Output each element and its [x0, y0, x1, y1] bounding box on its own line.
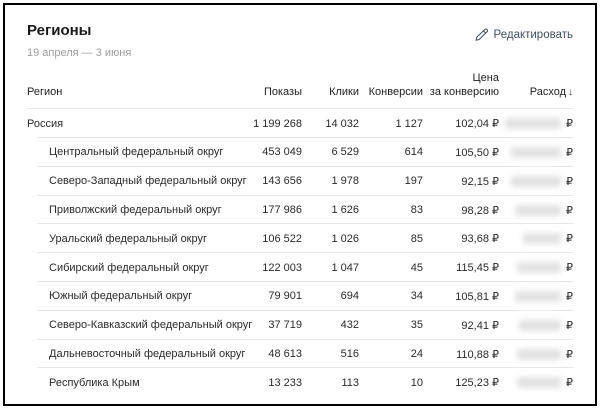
currency-symbol: ₽	[566, 146, 573, 159]
region-cell	[27, 204, 222, 217]
redacted-spend-value	[515, 291, 561, 302]
cpa-cell: 102,04 ₽	[455, 118, 499, 131]
impressions-cell: 13 233	[268, 376, 302, 389]
table-row[interactable]	[27, 311, 573, 340]
impressions-cell: 106 522	[262, 232, 302, 245]
impressions-cell: 453 049	[262, 146, 302, 159]
edit-button-label: Редактировать	[493, 28, 573, 41]
region-cell	[27, 146, 224, 159]
cpa-cell: 98,28 ₽	[461, 204, 499, 217]
region-name: Приволжский федеральный округ	[49, 204, 222, 217]
cpa-cell: 105,50 ₽	[455, 146, 499, 159]
region-cell	[27, 290, 216, 302]
currency-symbol: ₽	[566, 118, 573, 131]
redacted-spend-value	[519, 320, 561, 331]
currency-symbol: ₽	[566, 319, 573, 332]
region-cell	[27, 348, 246, 361]
table-row[interactable]	[27, 253, 573, 282]
table-body	[27, 109, 573, 397]
conversions-cell: 45	[410, 261, 423, 274]
region-cell	[27, 118, 216, 130]
conversions-cell: 83	[410, 204, 423, 217]
cpa-cell: 92,15 ₽	[461, 175, 499, 188]
conversions-cell: 10	[410, 376, 423, 389]
impressions-cell: 122 003	[262, 261, 302, 274]
table-header-row	[27, 72, 573, 110]
table-row[interactable]	[27, 196, 573, 225]
region-name: Республика Крым	[49, 376, 140, 389]
currency-symbol: ₽	[566, 290, 573, 303]
sort-desc-icon: ↓	[568, 86, 573, 98]
currency-symbol: ₽	[566, 348, 573, 361]
table-row[interactable]	[27, 138, 573, 167]
region-name: Уральский федеральный округ	[49, 232, 208, 245]
region-name: Северо-Западный федеральный округ	[49, 175, 247, 188]
redacted-spend-value	[511, 176, 561, 187]
clicks-cell: 1 626	[331, 204, 359, 217]
redacted-spend-value	[505, 118, 561, 129]
region-name: Северо-Кавказский федеральный округ	[49, 319, 253, 332]
spend-cell	[499, 376, 573, 389]
redacted-spend-value	[515, 205, 561, 216]
region-name: Дальневосточный федеральный округ	[49, 348, 246, 361]
spend-cell	[499, 204, 573, 217]
edit-button[interactable]	[475, 28, 573, 41]
conversions-cell: 35	[410, 319, 423, 332]
clicks-cell: 1 047	[331, 261, 359, 274]
region-cell	[27, 319, 253, 332]
card-header	[27, 5, 573, 59]
table-row[interactable]	[27, 109, 573, 138]
currency-symbol: ₽	[566, 233, 573, 246]
col-header-impressions[interactable]: Показы	[263, 85, 302, 98]
table-row[interactable]	[27, 340, 573, 369]
conversions-cell: 24	[410, 348, 423, 361]
cpa-cell: 125,23 ₽	[455, 377, 499, 390]
region-name: Россия	[27, 117, 64, 130]
pencil-icon	[475, 28, 488, 41]
clicks-cell: 1 026	[331, 232, 359, 245]
page-title: Регионы	[27, 22, 92, 39]
currency-symbol: ₽	[566, 377, 573, 390]
spend-cell	[499, 319, 573, 332]
impressions-cell: 1 199 268	[253, 117, 302, 130]
clicks-cell: 694	[340, 290, 359, 303]
spend-cell	[499, 261, 573, 274]
region-cell	[27, 377, 216, 389]
redacted-spend-value	[517, 349, 561, 360]
impressions-cell: 37 719	[268, 319, 302, 332]
region-cell	[27, 233, 216, 245]
date-range: 19 апреля — 3 июня	[27, 46, 132, 59]
col-header-clicks[interactable]: Клики	[329, 85, 359, 98]
redacted-spend-value	[511, 147, 561, 158]
conversions-cell: 197	[404, 175, 423, 188]
region-cell	[27, 262, 216, 274]
clicks-cell: 432	[340, 319, 359, 332]
spend-cell	[499, 175, 573, 188]
cpa-cell: 110,88 ₽	[456, 348, 499, 361]
conversions-cell: 85	[410, 232, 423, 245]
impressions-cell: 48 613	[268, 348, 302, 361]
conversions-cell: 34	[410, 290, 423, 303]
clicks-cell: 6 529	[331, 146, 359, 159]
clicks-cell: 1 978	[331, 175, 359, 188]
cpa-cell: 105,81 ₽	[455, 290, 499, 303]
col-header-cpa[interactable]: Цена за конверсию	[429, 71, 499, 98]
clicks-cell: 113	[341, 376, 359, 389]
redacted-spend-value	[517, 262, 561, 273]
report-card	[3, 3, 597, 406]
spend-cell	[499, 348, 573, 361]
conversions-cell: 1 127	[395, 117, 423, 130]
currency-symbol: ₽	[566, 262, 573, 275]
currency-symbol: ₽	[566, 204, 573, 217]
impressions-cell: 177 986	[262, 204, 302, 217]
region-cell	[27, 175, 247, 188]
region-name: Сибирский федеральный округ	[49, 261, 209, 274]
spend-cell	[499, 290, 573, 303]
table-row[interactable]	[27, 167, 573, 196]
cpa-cell: 93,68 ₽	[461, 233, 499, 246]
redacted-spend-value	[517, 377, 561, 388]
col-header-conversions[interactable]: Конверсии	[368, 85, 423, 98]
currency-symbol: ₽	[566, 175, 573, 188]
col-header-region[interactable]: Регион	[27, 85, 63, 98]
impressions-cell: 79 901	[268, 290, 302, 303]
card-titles	[27, 22, 131, 59]
clicks-cell: 14 032	[325, 117, 359, 130]
cpa-cell: 115,45 ₽	[456, 262, 499, 275]
region-name: Южный федеральный округ	[49, 290, 193, 303]
spend-cell	[499, 232, 573, 245]
table-row[interactable]	[27, 224, 573, 253]
spend-cell	[499, 117, 573, 130]
region-name: Центральный федеральный округ	[49, 146, 224, 159]
table-row[interactable]	[27, 368, 573, 397]
table-row[interactable]	[27, 282, 573, 311]
cpa-cell: 92,41 ₽	[461, 319, 499, 332]
col-header-spend[interactable]: Расход ↓	[529, 85, 573, 98]
conversions-cell: 614	[404, 146, 423, 159]
impressions-cell: 143 656	[262, 175, 302, 188]
redacted-spend-value	[523, 233, 561, 244]
clicks-cell: 516	[340, 348, 359, 361]
spend-cell	[499, 146, 573, 159]
